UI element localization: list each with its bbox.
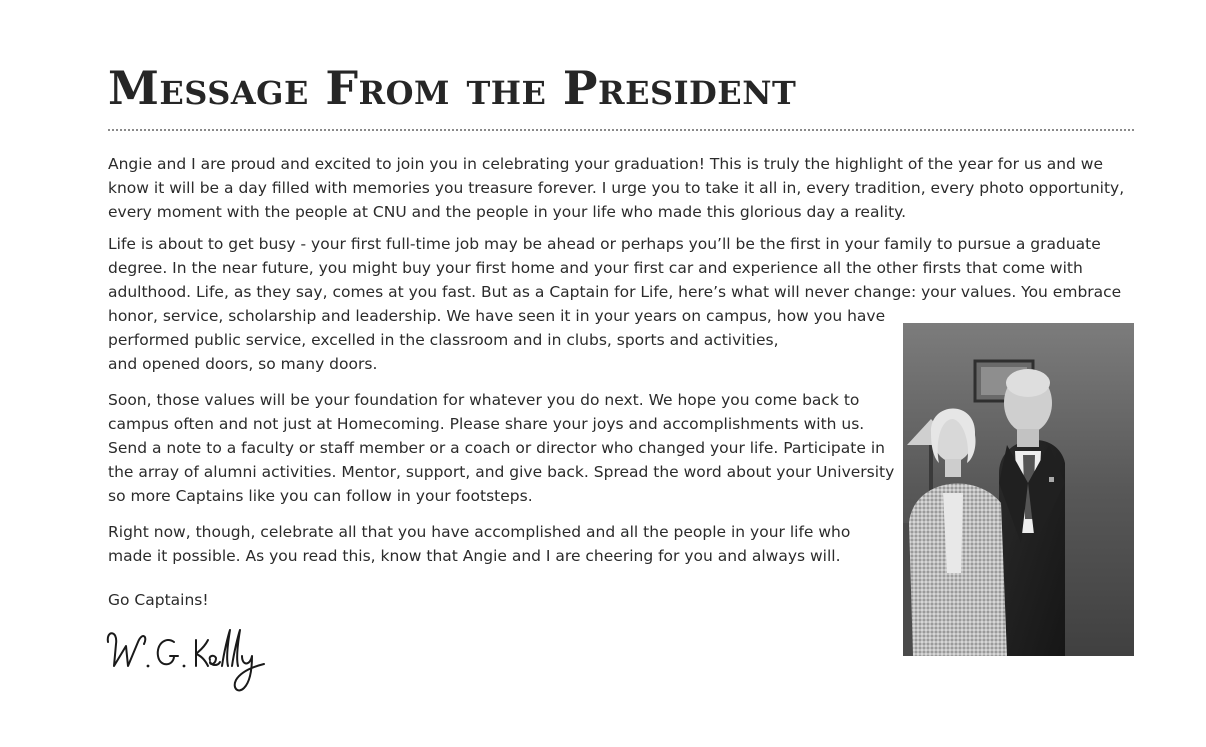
text-line: Life is about to get busy - your first full-time job may be ahead or perhaps you’ll be the first in your family to pursue a graduate [108, 235, 1101, 253]
text-line: Angie and I are proud and excited to join you in celebrating your graduation! This is truly the highlight of the year for us and we [108, 155, 1104, 173]
text-line: know it will be a day filled with memories you treasure forever. I urge you to take it all in, every tradition, every photo opportunity, [108, 179, 1125, 197]
president-photo-illustration [903, 323, 1134, 656]
text-line: the array of alumni activities. Mentor, support, and give back. Spread the word about your University [108, 463, 895, 481]
dotted-divider [108, 129, 1134, 131]
text-line: and opened doors, so many doors. [108, 355, 378, 373]
text-line: Soon, those values will be your foundation for whatever you do next. We hope you come back to [108, 391, 860, 409]
text-line: Send a note to a faculty or staff member or a coach or director who changed your life. Participate in [108, 439, 885, 457]
president-signature [104, 622, 274, 696]
text-line: campus often and not just at Homecoming. Please share your joys and accomplishments with us. [108, 415, 865, 433]
text-line: Right now, though, celebrate all that you have accomplished and all the people in your life who [108, 523, 851, 541]
page-title: Message From the President [108, 61, 797, 115]
text-line: so more Captains like you can follow in your footsteps. [108, 487, 533, 505]
text-line: made it possible. As you read this, know that Angie and I are cheering for you and always will. [108, 547, 841, 565]
closing-line: Go Captains! [108, 591, 209, 609]
president-photo [903, 323, 1134, 656]
paragraph-1 [108, 152, 1125, 224]
paragraph-4 [108, 520, 888, 568]
text-line: performed public service, excelled in the classroom and in clubs, sports and activities, [108, 331, 779, 349]
text-line: honor, service, scholarship and leadership. We have seen it in your years on campus, how you have [108, 307, 886, 325]
text-line: degree. In the near future, you might buy your first home and your first car and experience all the other firsts that come with [108, 259, 1083, 277]
text-line: every moment with the people at CNU and the people in your life who made this glorious day a reality. [108, 203, 907, 221]
paragraph-3 [108, 388, 895, 508]
text-line: adulthood. Life, as they say, comes at you fast. But as a Captain for Life, here’s what will never change: your values. You embrace [108, 283, 1122, 301]
